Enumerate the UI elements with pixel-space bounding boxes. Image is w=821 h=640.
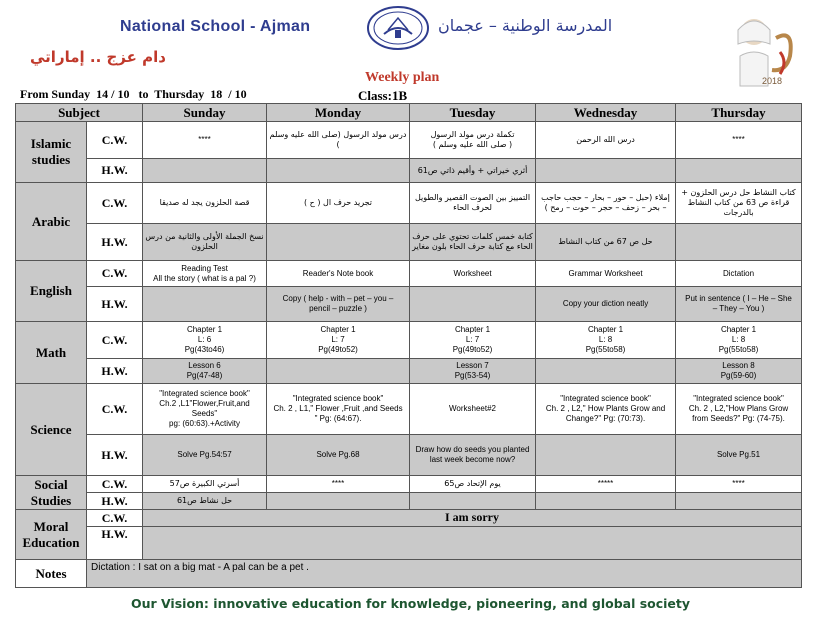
table-row [16, 224, 802, 261]
school-name-arabic: المدرسة الوطنية – عجمان [438, 16, 613, 35]
math-cw-wednesday: Chapter 1 L: 8 Pg(55to58) [536, 322, 676, 359]
islamic-hw-sunday [143, 159, 267, 183]
col-header-subject: Subject [16, 104, 143, 122]
table-header-row [16, 104, 802, 122]
class-label: Class:1B [358, 88, 408, 103]
social-cw-wednesday: ***** [536, 476, 676, 493]
col-header-thursday: Thursday [676, 104, 802, 122]
page-title: Weekly plan [365, 70, 440, 85]
subject-english: English [16, 261, 87, 322]
subject-islamic: Islamic studies [16, 122, 87, 183]
islamic-cw-monday: درس مولد الرسول (صلى الله عليه وسلم ) [267, 122, 410, 159]
table-row [16, 476, 802, 493]
table-row [16, 359, 802, 384]
english-cw-wednesday: Grammar Worksheet [536, 261, 676, 287]
cw-label: C.W. [87, 122, 143, 159]
english-hw-sunday [143, 287, 267, 322]
subject-notes: Notes [16, 560, 87, 588]
cw-label: C.W. [87, 183, 143, 224]
moral-hw-span [143, 527, 802, 560]
subject-social-studies: Social Studies [16, 476, 87, 510]
islamic-hw-monday [267, 159, 410, 183]
science-cw-tuesday: Worksheet#2 [410, 384, 536, 435]
science-hw-monday: Solve Pg.68 [267, 435, 410, 476]
table-row [16, 159, 802, 183]
hw-label: H.W. [87, 493, 143, 510]
islamic-cw-thursday: **** [676, 122, 802, 159]
science-hw-tuesday: Draw how do seeds you planted last week become now? [410, 435, 536, 476]
math-cw-thursday: Chapter 1 L: 8 Pg(55to58) [676, 322, 802, 359]
school-name: National School - Ajman [120, 18, 311, 35]
english-cw-tuesday: Worksheet [410, 261, 536, 287]
arabic-hw-sunday: نسخ الجملة الأولى والثانية من درس الحلزون [143, 224, 267, 261]
social-cw-monday: **** [267, 476, 410, 493]
table-row [16, 183, 802, 224]
english-hw-monday: Copy ( help - with – pet – you – pencil – puzzle ) [267, 287, 410, 322]
math-hw-tuesday: Lesson 7 Pg(53-54) [410, 359, 536, 384]
slogan: دام عزج .. إماراتي [30, 48, 166, 66]
social-hw-thursday [676, 493, 802, 510]
islamic-cw-tuesday: تكملة درس مولد الرسول ( صلى الله عليه وسلم ) [410, 122, 536, 159]
social-hw-monday [267, 493, 410, 510]
col-header-monday: Monday [267, 104, 410, 122]
islamic-hw-thursday [676, 159, 802, 183]
english-cw-monday: Reader's Note book [267, 261, 410, 287]
subject-science: Science [16, 384, 87, 476]
math-hw-thursday: Lesson 8 Pg(59-60) [676, 359, 802, 384]
table-row [16, 122, 802, 159]
science-hw-sunday: Solve Pg.54:57 [143, 435, 267, 476]
col-header-sunday: Sunday [143, 104, 267, 122]
hw-label: H.W. [87, 224, 143, 261]
cw-label: C.W. [87, 261, 143, 287]
english-cw-thursday: Dictation [676, 261, 802, 287]
english-hw-tuesday [410, 287, 536, 322]
arabic-cw-wednesday: إملاء (حبل – حور – بحار – حجب حاجب – بحر – زحف – حجر – حوت – رمح ) [536, 183, 676, 224]
hw-label: H.W. [87, 359, 143, 384]
science-hw-wednesday [536, 435, 676, 476]
english-hw-wednesday: Copy your diction neatly [536, 287, 676, 322]
hw-label: H.W. [87, 435, 143, 476]
cw-label: C.W. [87, 476, 143, 493]
english-hw-thursday: Put in sentence ( I – He – She – They – You ) [676, 287, 802, 322]
table-row [16, 261, 802, 287]
arabic-cw-tuesday: التمييز بين الصوت القصير والطويل لحرف الحاء [410, 183, 536, 224]
social-cw-thursday: **** [676, 476, 802, 493]
vision-statement: Our Vision: innovative education for knowledge, pioneering, and global society [130, 596, 691, 611]
arabic-cw-sunday: قصة الحلزون يجد له صديقا [143, 183, 267, 224]
col-header-tuesday: Tuesday [410, 104, 536, 122]
table-row [16, 560, 802, 588]
table-row [16, 287, 802, 322]
zayed-year-label: 2018 [762, 76, 783, 86]
islamic-hw-tuesday: أثري خيراتي + وأقيم ذاتي ص61 [410, 159, 536, 183]
cw-label: C.W. [87, 510, 143, 527]
table-row [16, 384, 802, 435]
math-cw-tuesday: Chapter 1 L: 7 Pg(49to52) [410, 322, 536, 359]
math-hw-sunday: Lesson 6 Pg(47-48) [143, 359, 267, 384]
social-hw-tuesday [410, 493, 536, 510]
social-hw-wednesday [536, 493, 676, 510]
table-row [16, 435, 802, 476]
school-logo-icon [364, 4, 432, 54]
hw-label: H.W. [87, 287, 143, 322]
arabic-hw-thursday [676, 224, 802, 261]
islamic-hw-wednesday [536, 159, 676, 183]
social-cw-sunday: أسرتي الكبيرة ص57 [143, 476, 267, 493]
science-cw-sunday: "Integrated science book" Ch.2 ,L1"Flower,Fruit,and Seeds" pg: (60:63).+Activity [143, 384, 267, 435]
hw-label: H.W. [87, 159, 143, 183]
table-row [16, 493, 802, 510]
arabic-hw-wednesday: حل ص 67 من كتاب النشاط [536, 224, 676, 261]
islamic-cw-wednesday: درس الله الرحمن [536, 122, 676, 159]
social-hw-sunday: حل نشاط ص61 [143, 493, 267, 510]
date-range: From Sunday 14 / 10 to Thursday 18 / 10 [20, 87, 247, 101]
english-cw-sunday: Reading Test All the story ( what is a pal ?) [143, 261, 267, 287]
cw-label: C.W. [87, 322, 143, 359]
subject-moral-education: Moral Education [16, 510, 87, 560]
islamic-cw-sunday: **** [143, 122, 267, 159]
math-hw-monday [267, 359, 410, 384]
table-row [16, 322, 802, 359]
science-hw-thursday: Solve Pg.51 [676, 435, 802, 476]
arabic-hw-monday [267, 224, 410, 261]
hw-label: H.W. [87, 527, 143, 560]
science-cw-monday: "Integrated science book" Ch. 2 , L1," Flower ,Fruit ,and Seeds " Pg: (64:67). [267, 384, 410, 435]
cw-label: C.W. [87, 384, 143, 435]
math-cw-monday: Chapter 1 L: 7 Pg(49to52) [267, 322, 410, 359]
arabic-cw-monday: تجريد حرف ال ( ح ) [267, 183, 410, 224]
subject-math: Math [16, 322, 87, 384]
notes-text: Dictation : I sat on a big mat - A pal can be a pet . [87, 560, 802, 588]
subject-arabic: Arabic [16, 183, 87, 261]
table-row [16, 510, 802, 527]
social-cw-tuesday: يوم الإتحاد ص65 [410, 476, 536, 493]
science-cw-thursday: "Integrated science book" Ch. 2 , L2,"How Plans Grow from Seeds?" Pg: (74-75). [676, 384, 802, 435]
science-cw-wednesday: "Integrated science book" Ch. 2 , L2," How Plants Grow and Change?" Pg: (70:73). [536, 384, 676, 435]
table-row [16, 527, 802, 560]
col-header-wednesday: Wednesday [536, 104, 676, 122]
weekly-plan-table [15, 103, 802, 588]
moral-cw-span: I am sorry [143, 510, 802, 527]
arabic-hw-tuesday: كتابة خمس كلمات تحتوي على حرف الحاء مع كتابة حرف الحاء بلون مغاير [410, 224, 536, 261]
math-hw-wednesday [536, 359, 676, 384]
math-cw-sunday: Chapter 1 L: 6 Pg(43to46) [143, 322, 267, 359]
arabic-cw-thursday: كتاب النشاط حل درس الحلزون + قراءة ص 63 من كتاب النشاط بالدرجات [676, 183, 802, 224]
